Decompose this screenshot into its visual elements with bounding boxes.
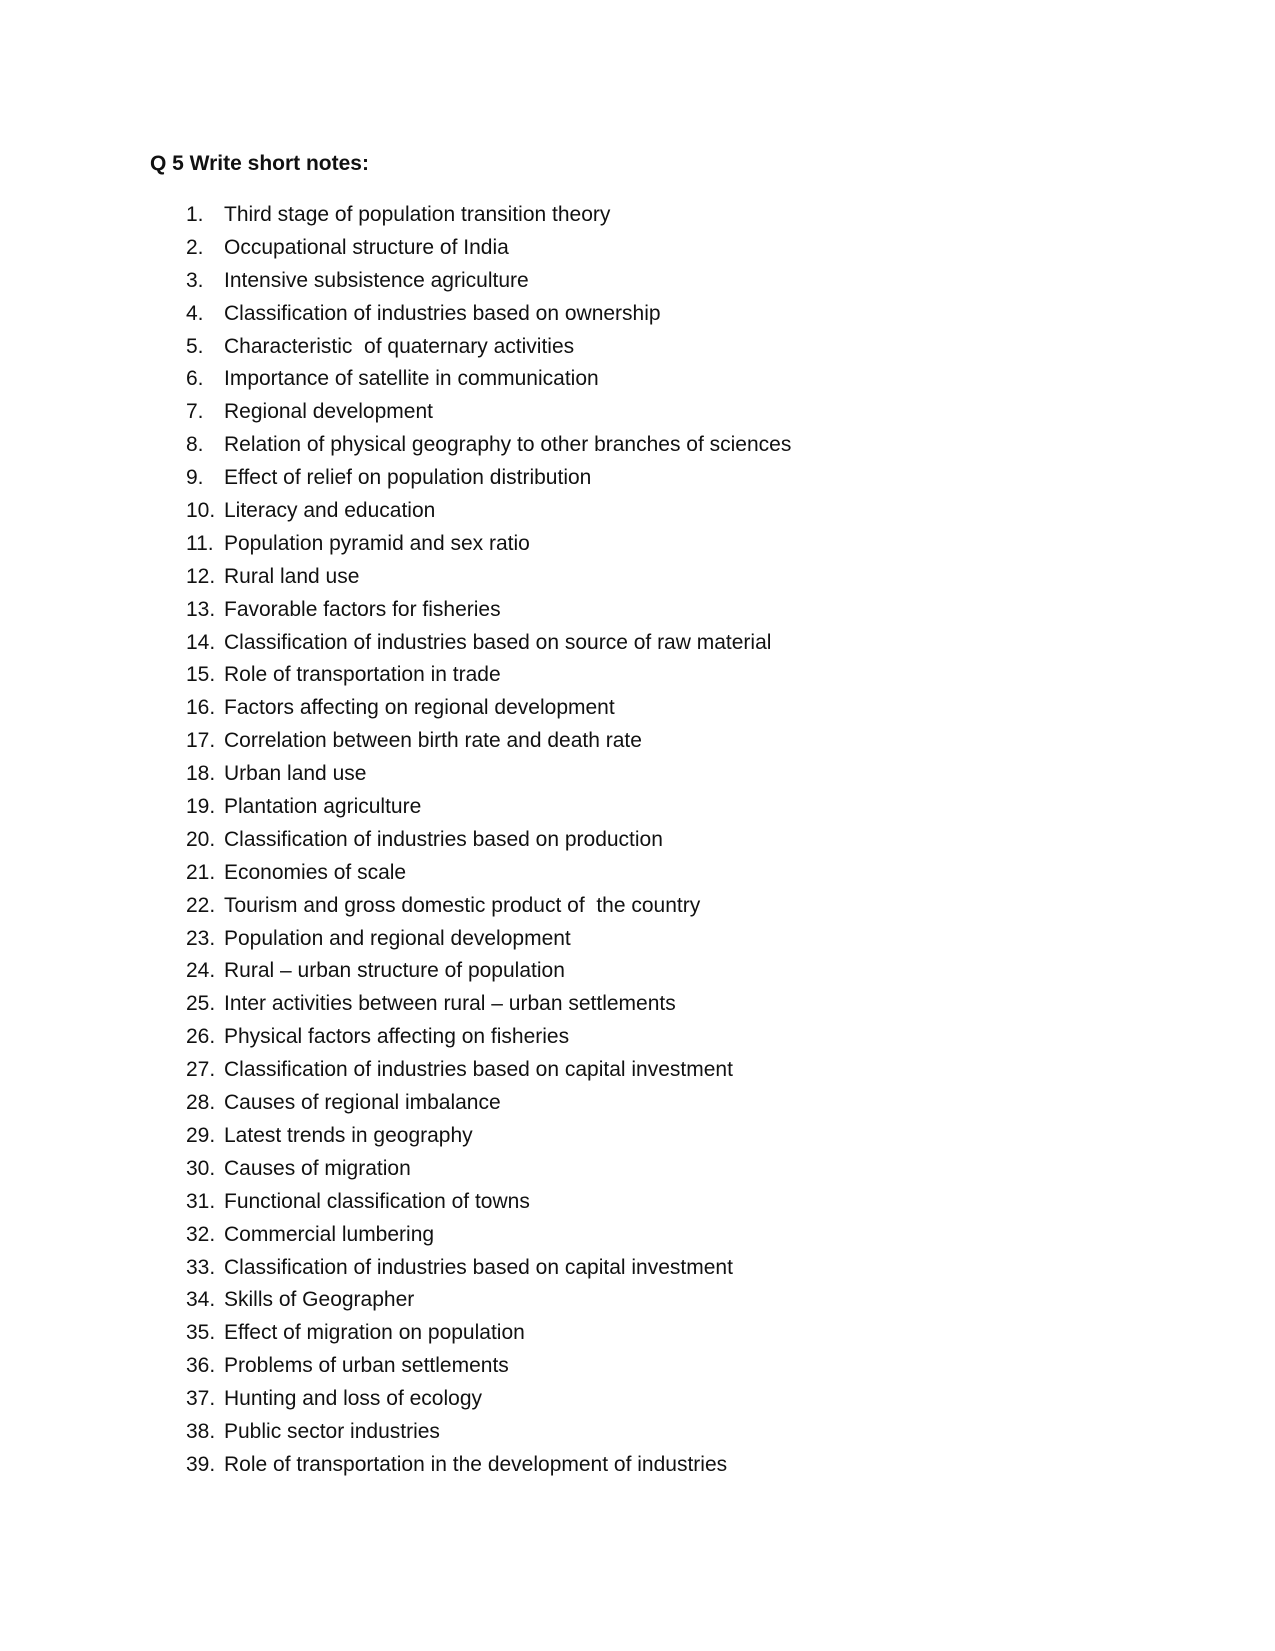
list-item — [186, 988, 791, 1021]
list-item-text: Role of transportation in trade — [224, 663, 501, 687]
list-item-text: Effect of relief on population distribution — [224, 466, 592, 490]
list-item-text: Plantation agriculture — [224, 795, 422, 819]
list-item-number: 11. — [186, 531, 214, 555]
list-item — [186, 692, 791, 725]
list-item-number: 29. — [186, 1123, 216, 1147]
list-item-number: 22. — [186, 893, 216, 917]
list-item — [186, 725, 791, 758]
list-item-text: Classification of industries based on capital investment — [224, 1255, 733, 1279]
list-item-number: 31. — [186, 1189, 216, 1213]
list-item-text: Effect of migration on population — [224, 1321, 525, 1345]
list-item-text: Characteristic of quaternary activities — [224, 334, 575, 358]
list-item — [186, 528, 791, 561]
list-item — [186, 1120, 791, 1153]
list-item-text: Population pyramid and sex ratio — [224, 531, 530, 555]
list-item-text: Factors affecting on regional development — [224, 696, 615, 720]
list-item-number: 8. — [186, 433, 204, 457]
list-item-text: Urban land use — [224, 762, 367, 786]
question-heading: Q 5 Write short notes: — [150, 152, 369, 175]
list-item — [186, 923, 791, 956]
list-item — [186, 1087, 791, 1120]
list-item — [186, 1449, 791, 1482]
list-item — [186, 1021, 791, 1054]
list-item-text: Rural – urban structure of population — [224, 959, 565, 983]
list-item-number: 34. — [186, 1288, 216, 1312]
list-item-text: Commercial lumbering — [224, 1222, 435, 1246]
list-item — [186, 331, 791, 364]
list-item-number: 5. — [186, 334, 204, 358]
list-item-number: 38. — [186, 1419, 216, 1443]
list-item-number: 23. — [186, 926, 216, 950]
list-item-number: 6. — [186, 367, 204, 391]
list-item-text: Correlation between birth rate and death rate — [224, 729, 642, 753]
list-item — [186, 396, 791, 429]
list-item-number: 25. — [186, 992, 216, 1016]
list-item — [186, 1219, 791, 1252]
list-item-number: 2. — [186, 235, 204, 259]
list-item-number: 21. — [186, 860, 216, 884]
list-item — [186, 1284, 791, 1317]
list-item — [186, 1153, 791, 1186]
list-item-number: 36. — [186, 1354, 216, 1378]
list-item-number: 33. — [186, 1255, 216, 1279]
list-item — [186, 265, 791, 298]
list-item-text: Intensive subsistence agriculture — [224, 268, 529, 292]
list-item — [186, 659, 791, 692]
list-item-text: Third stage of population transition theory — [224, 203, 611, 226]
list-item — [186, 298, 791, 331]
list-item-text: Causes of regional imbalance — [224, 1091, 501, 1115]
list-item-text: Regional development — [224, 400, 433, 424]
list-item — [186, 1186, 791, 1219]
list-item — [186, 561, 791, 594]
list-item-number: 37. — [186, 1387, 216, 1411]
list-item-number: 3. — [186, 268, 204, 292]
list-item-number: 4. — [186, 301, 204, 325]
list-item-text: Tourism and gross domestic product of the country — [224, 893, 701, 917]
list-item — [186, 824, 791, 857]
list-item — [186, 1350, 791, 1383]
list-item-number: 14. — [186, 630, 216, 654]
list-item-number: 18. — [186, 762, 216, 786]
list-item-number: 16. — [186, 696, 216, 720]
list-item-text: Causes of migration — [224, 1156, 411, 1180]
list-item-number: 17. — [186, 729, 216, 753]
list-item-text: Role of transportation in the development of industries — [224, 1452, 728, 1476]
list-item-text: Literacy and education — [224, 499, 436, 523]
list-item — [186, 462, 791, 495]
list-item-number: 26. — [186, 1025, 216, 1049]
list-item — [186, 1252, 791, 1285]
list-item — [186, 758, 791, 791]
list-item-text: Favorable factors for fisheries — [224, 597, 501, 621]
list-item — [186, 791, 791, 824]
list-item-text: Classification of industries based on ownership — [224, 301, 661, 325]
list-item — [186, 199, 791, 232]
list-item-number: 15. — [186, 663, 216, 687]
list-item — [186, 890, 791, 923]
list-item-number: 13. — [186, 597, 216, 621]
list-item — [186, 1054, 791, 1087]
list-item-number: 28. — [186, 1091, 216, 1115]
list-item-text: Problems of urban settlements — [224, 1354, 509, 1378]
list-item — [186, 363, 791, 396]
list-item-number: 30. — [186, 1156, 216, 1180]
list-item-text: Skills of Geographer — [224, 1288, 415, 1312]
list-item-number: 9. — [186, 466, 204, 490]
list-item-number: 35. — [186, 1321, 216, 1345]
list-item-text: Classification of industries based on production — [224, 827, 663, 851]
list-item — [186, 594, 791, 627]
list-item-text: Classification of industries based on source of raw material — [224, 630, 772, 654]
list-item-number: 7. — [186, 400, 204, 424]
list-item — [186, 955, 791, 988]
list-item-text: Relation of physical geography to other branches of sciences — [224, 433, 792, 457]
list-item — [186, 1317, 791, 1350]
list-item-number: 27. — [186, 1058, 216, 1082]
list-item — [186, 232, 791, 265]
list-item-text: Inter activities between rural – urban settlements — [224, 992, 676, 1016]
list-item-text: Classification of industries based on capital investment — [224, 1058, 733, 1082]
list-item-text: Population and regional development — [224, 926, 571, 950]
list-item-number: 20. — [186, 827, 216, 851]
list-item-text: Functional classification of towns — [224, 1189, 530, 1213]
list-item — [186, 1416, 791, 1449]
list-item-number: 1. — [186, 203, 204, 226]
list-item — [186, 429, 791, 462]
list-item-number: 10. — [186, 499, 216, 523]
list-item-text: Rural land use — [224, 564, 360, 588]
list-item-text: Importance of satellite in communication — [224, 367, 599, 391]
list-item — [186, 1383, 791, 1416]
list-item-number: 32. — [186, 1222, 216, 1246]
list-item-text: Hunting and loss of ecology — [224, 1387, 482, 1411]
list-item-text: Latest trends in geography — [224, 1123, 473, 1147]
list-item-text: Occupational structure of India — [224, 235, 509, 259]
list-item-text: Physical factors affecting on fisheries — [224, 1025, 570, 1049]
short-notes-list — [186, 199, 791, 1482]
list-item-number: 12. — [186, 564, 216, 588]
list-item-number: 39. — [186, 1452, 216, 1476]
list-item — [186, 857, 791, 890]
list-item-number: 24. — [186, 959, 216, 983]
list-item — [186, 627, 791, 660]
list-item — [186, 495, 791, 528]
list-item-number: 19. — [186, 795, 216, 819]
list-item-text: Economies of scale — [224, 860, 407, 884]
list-item-text: Public sector industries — [224, 1419, 440, 1443]
